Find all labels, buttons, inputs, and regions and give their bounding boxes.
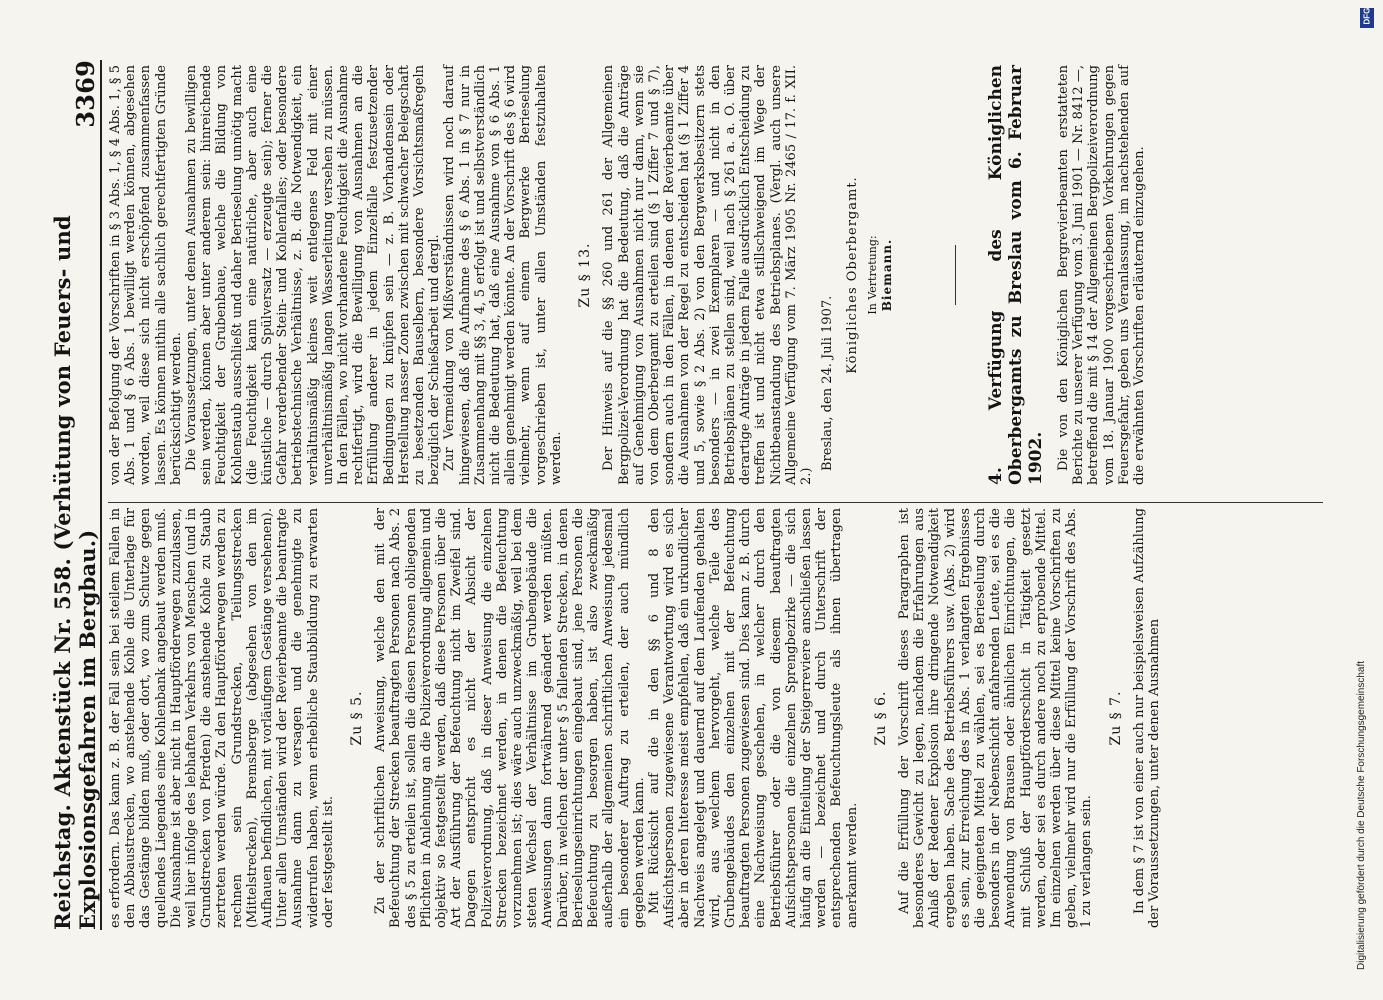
paragraph: Der Hinweis auf die §§ 260 und 261 der Allgemeinen Bergpolizei-Verordnung hat die Bedeutung, daß die Anträge auf Genehmigung von Ausnahmen nicht nur dann, wenn sie von dem Oberbergamt zu erteilen sind (§ 1 Ziffer 7 und § 7), sondern auch in den Fällen, in denen der Revierbeamte über die Ausnahmen von der Regel zu entscheiden hat (§ 1 Ziffer 4 und 5, sowie § 2 Abs. 2) von den Bergwerksbesitzern stets besonders — in zwei Exemplaren — und nicht in den Betriebsplänen zu stellen sind, weil nach § 261 a. a. O. über derartige Anträge in jedem Falle ausdrücklich Entscheidung zu treffen ist und nicht etwa stillschweigend im Wege der Nichtbeanstandung des Betriebsplanes. (Vergl. auch unsere Allgemeine Verfügung vom 7. März 1905 Nr. 2465 / 17. f. XII. 2.) [601, 65, 814, 485]
paragraph: Mit Rücksicht auf die in den §§ 6 und 8 den Aufsichtspersonen zugewiesene Verantwortung wird es sich aber in deren Interesse meist empfehlen, daß ein urkundlicher Nachweis angelegt und dauernd auf dem Laufenden gehalten wird, aus welchem hervorgeht, welche Teile des Grubengebäudes den einzelnen mit der Befeuchtung beauftragten Personen zugewiesen sind. Dies kann z. B. durch eine Nachweisung geschehen, in welcher durch den Betriebsführer oder die von diesem beauftragten Aufsichtspersonen die einzelnen Sprengbezirke — die sich häufig an die Einteilung der Steigerreviere anschließen lassen werden — bezeichnet und durch Unterschrift der entsprechenden Befeuchtungsleute als ihnen übertragen anerkannt werden. [646, 508, 860, 928]
paragraph: Auf die Erfüllung der Vorschrift dieses Paragraphen ist besonderes Gewicht zu legen, nachdem die Erfahrungen aus Anlaß der Redener Explosion ihre dringende Notwendigkeit ergeben haben. Sache des Betriebsführers usw. (Abs. 2) wird es sein, zur Erreichung des in Abs. 1 verlangten Ergebnisses die geeigneten Mittel zu wählen, sei es Berieselung durch besonders in der Nebenschicht anfahrenden Leute, sei es die Anwendung von Brausen oder ähnlichen Einrichtungen, die mit Schluß der Hauptförderschicht in Tätigkeit gesetzt werden, oder sei es durch andere noch zu erprobende Mittel. Im einzelnen werden über diese Mittel keine Vorschriften zu geben, vielmehr wird nur die Erfüllung der Vorschrift des Abs. 1 zu verlangen sein. [896, 508, 1095, 928]
paragraph: In dem § 7 ist von einer auch nur beispielsweisen Aufzählung der Voraussetzungen, unter denen Ausnahmen [1131, 508, 1162, 928]
dfg-logo: DFG [1360, 8, 1374, 28]
section-heading: Zu § 13. [577, 242, 594, 308]
page-number: 3369 [71, 60, 100, 128]
authority: Königliches Oberbergamt. [845, 176, 861, 374]
section-heading: Zu § 7. [1107, 690, 1124, 746]
column-divider [108, 502, 1323, 503]
separator-rule [955, 245, 956, 305]
running-title: Reichstag. Aktenstück Nr. 558. (Verhütung von Feuers- und Explosionsgefahren im Bergbau.) [50, 215, 100, 930]
paragraph: Zu der schriftlichen Anweisung, welche den mit der Befeuchtung der Strecken beauftragten Personen nach Abs. 2 des § 5 zu erteilen ist, sollen die diesen Personen obliegenden Pflichten in Anlehnung an die Polizeiverordnung allgemein und objektiv so festgestellt werden, daß diese Personen über die Art der Ausführung der Befeuchtung nicht im Zweifel sind. Dagegen entspricht es nicht der Absicht der Polizeiverordnung, daß in dieser Anweisung die einzelnen Strecken bezeichnet werden, in denen die Befeuchtung vorzunehmen ist; dies wäre auch unzweckmäßig, weil bei dem steten Wechsel der Verhältnisse im Grubengebäude die Anweisungen dann fortwährend geändert werden müßten. Darüber, in welchen der unter § 5 fallenden Strecken, in denen Berieselungseinrichtungen eingebaut sind, jene Personen die Befeuchtung zu besorgen haben, ist also zweckmäßig außerhalb der allgemeinen schriftlichen Anweisung jedesmal ein besonderer Auftrag zu erteilen, der auch mündlich gegeben werden kann. [373, 508, 647, 928]
signer-name: Biemann. [879, 238, 894, 312]
section-heading: Zu § 5. [349, 690, 366, 746]
section-heading: Zu § 6. [872, 690, 889, 746]
paragraph: Die von den Königlichen Bergrevierbeamten erstatteten Berichte zu unserer Verfügung vom 3. Juni 1901 — Nr. 8412 —, betreffend die mit § 14 der Allgemeinen Bergpolizeiverordnung vom 18. Januar 1900 vorgeschriebenen Vorkehrungen gegen Feuersgefahr, geben uns Veranlassung, im nachstehenden auf die erwähnten Vorschriften erläuternd einzugehen. [1055, 65, 1147, 485]
right-column [108, 65, 1147, 485]
representation-note: In Vertretung: [865, 235, 879, 315]
page-header [50, 60, 102, 930]
paragraph: es erfordern. Das kann z. B. der Fall sein bei steilem Fallen in den Abbaustrecken, wo anstehende Kohle die Unterlage für das Gestänge bilden muß, oder dort, wo zum Schutze gegen quellendes Liegendes eine Kohlenbank angebaut werden muß. Die Ausnahme ist aber nicht in Hauptförderwegen zuzulassen, weil hier infolge des lebhaften Verkehrs von Menschen (und in Grundstrecken von Pferden) die anstehende Kohle zu Staub zertreten werden würde. Zu den Hauptförderwegen werden zu rechnen sein Grundstrecken, Teilungsstrecken (Mittelstrecken), Bremsberge (abgesehen von den im Aufhauen befindlichen, mit vorläufigem Gestänge versehenen). Unter allen Umständen wird der Revierbeamte die beantragte Ausnahme dann zu versagen und die genehmigte zu widerrufen haben, wenn erhebliche Staubbildung zu erwarten oder festgestellt ist. [108, 508, 336, 928]
digitization-note: Digitalisierung gefördert durch die Deutsche Forschungsgemeinschaft [1356, 660, 1367, 970]
signature-block [820, 65, 895, 485]
paragraph: von der Befolgung der Vorschriften in § 3 Abs. 1, § 4 Abs. 1, § 5 Abs. 1 und § 6 Abs. 1 bewilligt werden können, abgesehen worden, weil diese sich nicht erschöpfend zusammenfassen lassen. Es können mithin alle sachlich gerechtfertigten Gründe berücksichtigt werden. [108, 65, 184, 485]
paragraph: Die Voraussetzungen, unter denen Ausnahmen zu bewilligen sein werden, können aber unter anderem sein: hinreichende Feuchtigkeit der Grubenbaue, welche die Bildung von Kohlenstaub ausschließt und daher Berieselung unnötig macht (die Feuchtigkeit kann eine natürliche, aber auch eine künstliche — durch Spülversatz — erzeugte sein); ferner die Gefahr verderbender Stein- und Kohlenfalles; oder besondere betriebstechnische Verhältnisse, z. B. die Notwendigkeit, ein verhältnismäßig kleines weit entlegenes Feld mit einer unverhältnismäßig langen Wasserleitung versehen zu müssen. In den Fällen, wo nicht vorhandene Feuchtigkeit die Ausnahme rechtfertigt, wird die Bewilligung von Ausnahmen an die Erfüllung anderer in jedem Einzelfalle festzusetzender Bedingungen zu knüpfen sein — z. B. Vorhandensein oder Herstellung nasser Zonen zwischen mit schwacher Belegschaft zu besetzenden Bauselbern, besondere Vorsichtsmaßregeln bezüglich der Schießarbeit und dergl. [184, 65, 443, 485]
section-number: 4. [985, 467, 1006, 485]
place-date: Breslau, den 24. Juli 1907. [820, 295, 836, 471]
paragraph: Zur Vermeidung von Mißverständnissen wird noch darauf hingewiesen, daß die Aufnahme des § 6 Abs. 1 in § 7 nur in Zusammenhang mit §§ 3, 4, 5 erfolgt ist und selbstverständlich nicht die Bedeutung hat, daß eine Ausnahme von § 6 Abs. 1 allein genehmigt werden könnte. An der Vorschrift des § 6 wird vielmehr, wenn auf einem Bergwerke Berieselung vorgeschrieben ist, unter allen Umständen festzuhalten werden. [442, 65, 564, 485]
left-column [108, 508, 1162, 928]
section-title [986, 65, 1046, 485]
section-title-text: Verfügung des Königlichen Oberbergamts zu Breslau vom 6. Februar 1902. [985, 65, 1046, 485]
